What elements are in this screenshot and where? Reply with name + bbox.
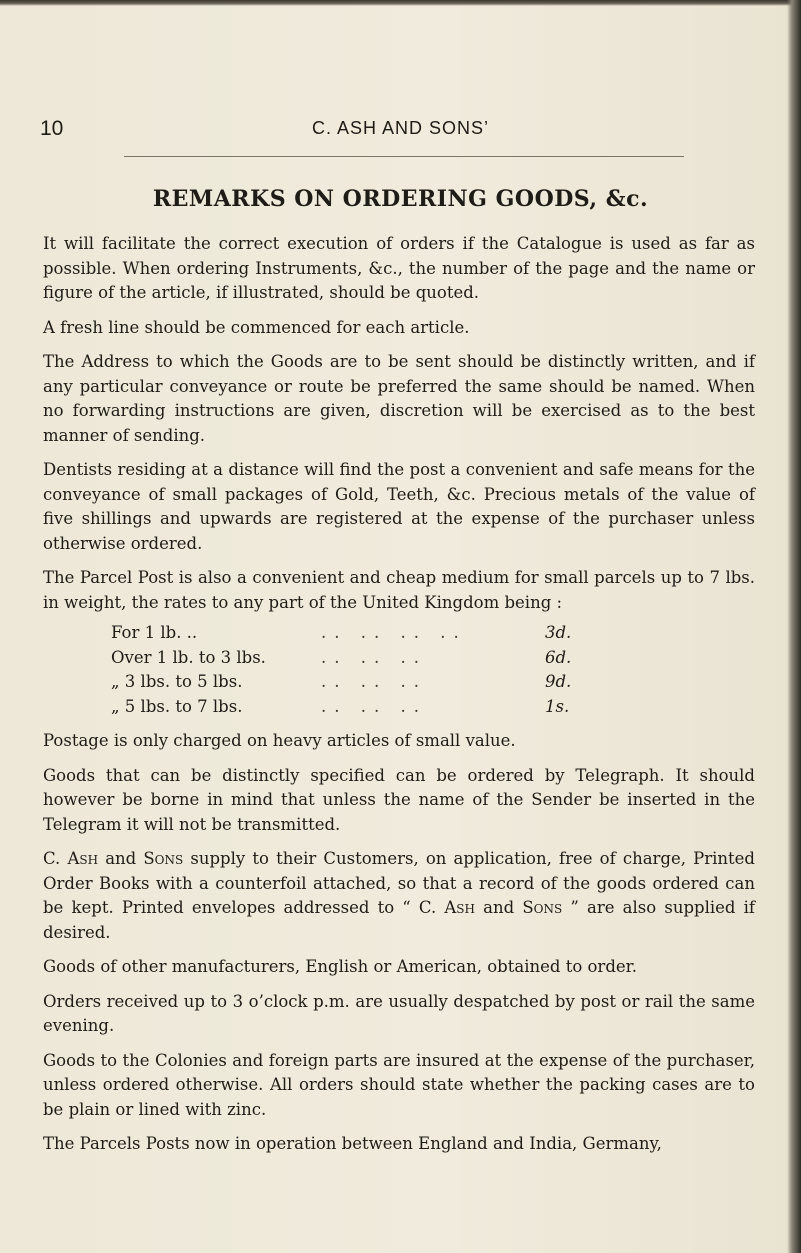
body-text <box>43 232 755 1167</box>
rate-row <box>111 695 585 720</box>
rate-price: 1s. <box>545 696 570 716</box>
postage-rates-table <box>111 621 585 719</box>
rate-weight: „ 3 lbs. to 5 lbs. <box>111 672 243 691</box>
company-name-ash: Ash <box>67 849 99 868</box>
page-header <box>0 0 801 160</box>
rate-price: 3d. <box>545 623 572 642</box>
rate-weight: Over 1 lb. to 3 lbs. <box>111 647 266 667</box>
text-run: supply to their Customers, on application, free of charge, Printed Order Books with a counterfoil attached, so that a record of the goods ordered can be kept. Printed envelopes addressed to “ C. <box>43 849 755 917</box>
rate-price: 9d. <box>545 672 572 691</box>
text-run: and <box>474 898 523 917</box>
company-name-ash: Ash <box>444 898 475 917</box>
rate-row <box>111 646 585 671</box>
section-title: REMARKS ON ORDERING GOODS, &c. <box>152 186 649 212</box>
paragraph: Postage is only charged on heavy articles of small value. <box>43 731 516 750</box>
text-run: C. <box>43 849 68 868</box>
page-number: 10 <box>40 117 64 140</box>
text-run: and <box>98 849 144 868</box>
leader-dots: .. .. .. <box>321 696 427 716</box>
paragraph: It will facilitate the correct execution of orders if the Catalogue is used as far as possible. When ordering Instruments, &c., the number of the page and the name or figure of the article, if illustrated, should be quoted. <box>43 234 755 302</box>
company-name-sons: Sons <box>143 849 184 868</box>
paragraph: Dentists residing at a distance will find the post a convenient and safe means for the conveyance of small packages of Gold, Teeth, &c. Precious metals of the value of five shillings and upwards are registered at the expense of the purchaser unless otherwise ordered. <box>43 460 755 553</box>
header-rule <box>124 156 684 157</box>
paragraph: The Parcels Posts now in operation between England and India, Germany, <box>43 1134 662 1153</box>
leader-dots: .. .. .. <box>321 672 427 691</box>
paragraph <box>43 847 755 945</box>
rate-row <box>111 670 585 695</box>
rate-weight: „ 5 lbs. to 7 lbs. <box>111 696 243 716</box>
paragraph: Goods of other manufacturers, English or American, obtained to order. <box>43 957 637 976</box>
rate-price: 6d. <box>545 647 572 667</box>
rate-weight: For 1 lb. .. <box>111 623 198 642</box>
paragraph: Goods that can be distinctly specified can be ordered by Telegraph. It should however be borne in mind that unless the name of the Sender be inserted in the Telegram it will not be transmitted. <box>43 765 755 834</box>
leader-dots: .. .. .. .. <box>321 623 467 642</box>
paragraph: The Parcel Post is also a convenient and cheap medium for small parcels up to 7 lbs. in weight, the rates to any part of the United Kingdom being : <box>43 568 755 612</box>
paragraph: A fresh line should be commenced for each article. <box>43 317 470 337</box>
leader-dots: .. .. .. <box>321 647 427 667</box>
paragraph: Orders received up to 3 o’clock p.m. are usually despatched by post or rail the same evening. <box>43 991 755 1035</box>
text-run: ” are also supplied if desired. <box>43 898 755 942</box>
paragraph: The Address to which the Goods are to be sent should be distinctly written, and if any particular conveyance or route be preferred the same should be named. When no forwarding instructions are given, discretion will be exercised as to the best manner of sending. <box>43 352 755 445</box>
running-head: C. ASH AND SONS’ <box>311 118 490 138</box>
company-name-sons: Sons <box>522 898 563 917</box>
rate-row <box>111 621 585 646</box>
paragraph: Goods to the Colonies and foreign parts are insured at the expense of the purchaser, unless ordered otherwise. All orders should state whether the packing cases are to be plain or lined with zinc. <box>43 1050 755 1119</box>
